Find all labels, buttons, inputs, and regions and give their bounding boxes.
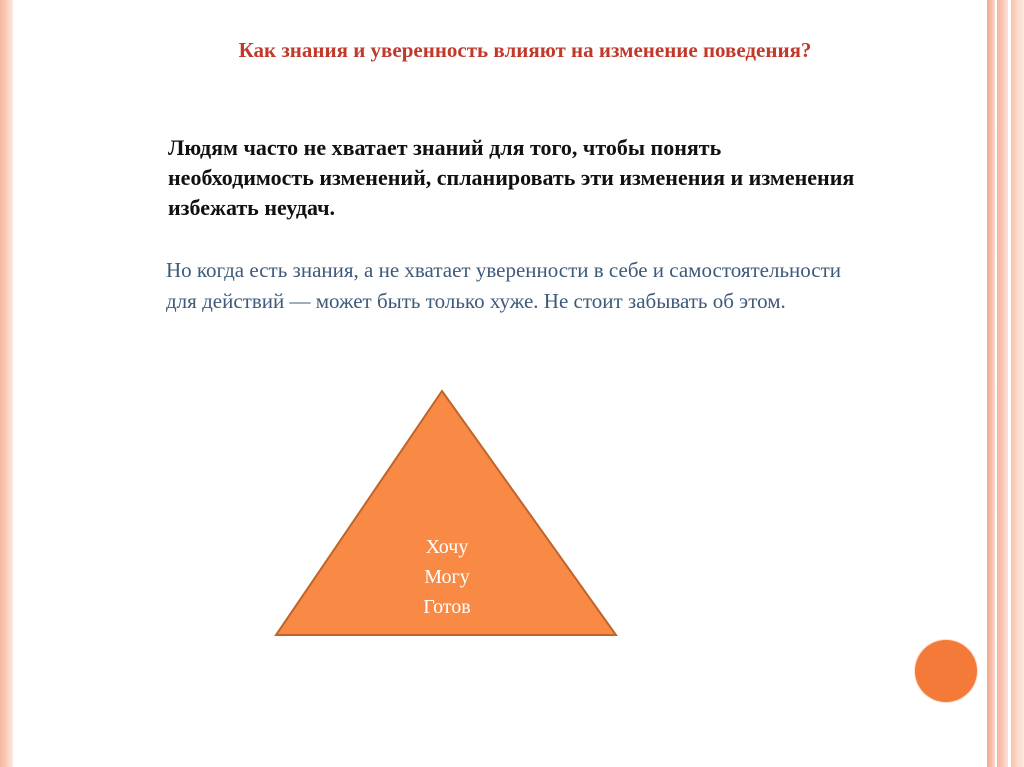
left-decorative-border (0, 0, 13, 767)
right-decorative-border (984, 0, 1024, 767)
pyramid-line-want: Хочу (425, 536, 469, 558)
pyramid-label (372, 532, 522, 622)
body-bold-text: Людям часто не хватает знаний для того, чтобы понять необходимость изменений, спланировать эти изменения и изменения избежать неудач. (168, 135, 855, 220)
slide-title: Как знания и уверенность влияют на изменение поведения? (238, 38, 812, 62)
body-blue-text: Но когда есть знания, а не хватает уверенности в себе и самостоятельности для действий — может быть только хуже. Не стоит забывать об этом. (166, 258, 842, 313)
pyramid-line-can: Могу (424, 566, 470, 588)
pyramid-line-ready: Готов (423, 596, 471, 618)
decorative-orange-circle (915, 640, 977, 702)
